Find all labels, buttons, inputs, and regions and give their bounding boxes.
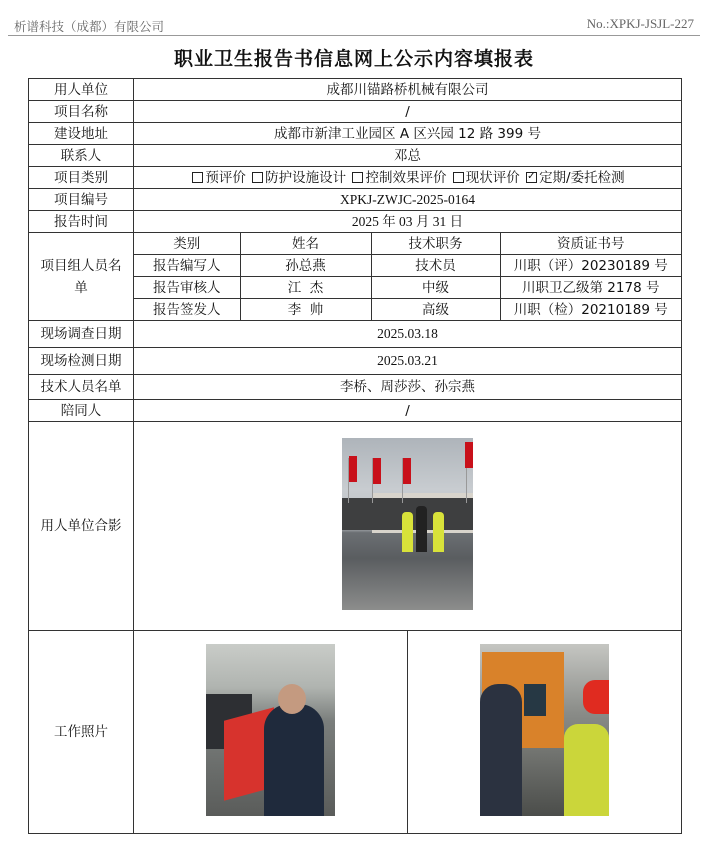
row-group-photo [29,422,682,631]
member-cert: 川职（评）20230189 号 [500,255,681,277]
employer-label: 用人单位 [29,79,134,101]
row-test-date [29,348,682,375]
option-protection-design[interactable]: 防护设施设计 [250,170,346,186]
row-work-photos [29,631,682,834]
technicians-label: 技术人员名单 [29,375,134,400]
technicians-value: 李桥、周莎莎、孙宗燕 [134,375,682,400]
option-periodic-testing[interactable]: ✓ 定期/委托检测 [524,170,625,186]
row-contact [29,145,682,167]
team-table [134,233,681,320]
option-control-effect[interactable]: 控制效果评价 [350,170,446,186]
report-date-label: 报告时间 [29,211,134,233]
contact-value: 邓总 [134,145,682,167]
row-technicians [29,375,682,400]
work-photo-workshop [480,644,609,816]
group-photo [342,438,473,610]
work-photo-machine [206,644,335,816]
survey-date-label: 现场调查日期 [29,321,134,348]
team-header-role: 类别 [134,233,240,255]
row-project-type [29,167,682,189]
table-row [134,255,681,277]
row-address [29,123,682,145]
test-date-value: 2025.03.21 [134,348,682,375]
member-name: 江 杰 [240,277,371,299]
row-project-number [29,189,682,211]
project-name-label: 项目名称 [29,101,134,123]
team-header-cert: 资质证书号 [500,233,681,255]
project-type-options [134,167,682,189]
work-photos-label: 工作照片 [29,631,134,834]
member-cert: 川职（检）20210189 号 [500,299,681,321]
work-photos-table [134,631,681,833]
project-number-label: 项目编号 [29,189,134,211]
member-title: 高级 [371,299,500,321]
member-name: 李 帅 [240,299,371,321]
project-type-label: 项目类别 [29,167,134,189]
row-survey-date [29,321,682,348]
employer-value: 成都川锚路桥机械有限公司 [134,79,682,101]
team-header-row [134,233,681,255]
row-team [29,233,682,321]
header-divider [8,35,700,36]
member-role: 报告编写人 [134,255,240,277]
survey-date-value: 2025.03.18 [134,321,682,348]
group-photo-label: 用人单位合影 [29,422,134,631]
row-project-name [29,101,682,123]
address-value: 成都市新津工业园区 A 区兴园 12 路 399 号 [134,123,682,145]
checkbox-icon[interactable] [453,172,464,183]
row-employer [29,79,682,101]
accompany-value: / [134,400,682,422]
table-row [134,277,681,299]
member-role: 报告审核人 [134,277,240,299]
header-company: 析谱科技（成都）有限公司 [14,19,165,34]
team-label: 项目组人员名单 [29,233,134,321]
member-title: 中级 [371,277,500,299]
report-date-value: 2025 年 03 月 31 日 [134,211,682,233]
page-title: 职业卫生报告书信息网上公示内容填报表 [173,48,534,70]
project-number-value: XPKJ-ZWJC-2025-0164 [134,189,682,211]
accompany-label: 陪同人 [29,400,134,422]
checkbox-icon[interactable] [352,172,363,183]
project-name-value: / [134,101,682,123]
option-pre-evaluation[interactable]: 预评价 [190,170,246,186]
table-row [134,299,681,321]
header-doc-number: No.:XPKJ-JSJL-227 [586,16,694,31]
team-header-name: 姓名 [240,233,371,255]
row-accompany [29,400,682,422]
row-report-date [29,211,682,233]
checked-checkbox-icon[interactable] [526,172,537,183]
contact-label: 联系人 [29,145,134,167]
info-table [28,78,682,834]
test-date-label: 现场检测日期 [29,348,134,375]
team-header-title: 技术职务 [371,233,500,255]
member-name: 孙总燕 [240,255,371,277]
checkbox-icon[interactable] [252,172,263,183]
checkbox-icon[interactable] [192,172,203,183]
member-title: 技术员 [371,255,500,277]
address-label: 建设地址 [29,123,134,145]
member-role: 报告签发人 [134,299,240,321]
member-cert: 川职卫乙级第 2178 号 [500,277,681,299]
option-status-evaluation[interactable]: 现状评价 [451,170,520,186]
